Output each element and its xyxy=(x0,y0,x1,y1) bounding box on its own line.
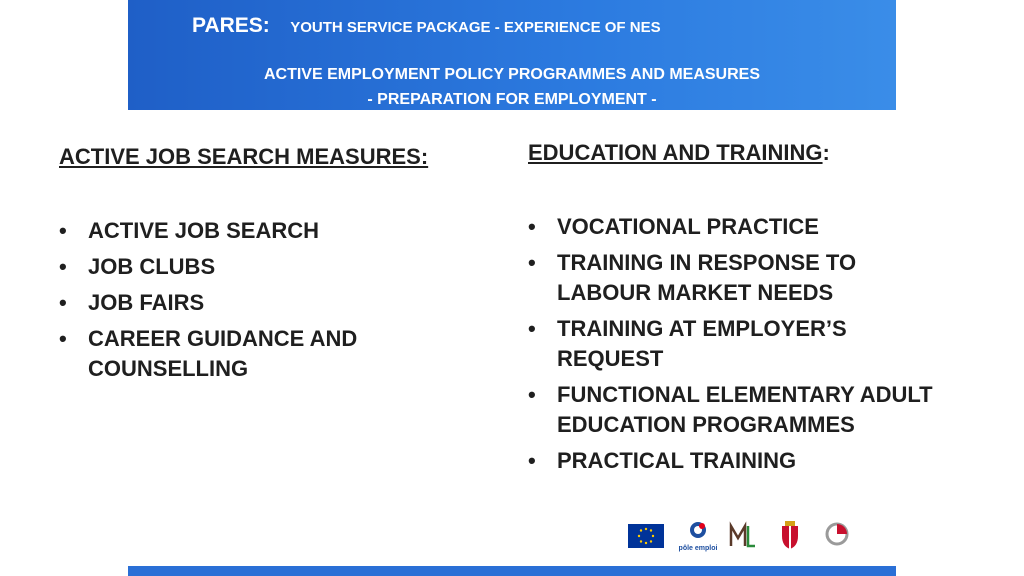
bullet-icon: • xyxy=(528,382,536,407)
package-title: YOUTH SERVICE PACKAGE - EXPERIENCE OF NES xyxy=(290,19,661,36)
pole-emploi-logo: pôle emploi xyxy=(678,520,718,553)
bullet-icon: • xyxy=(528,214,536,239)
bullet-icon: • xyxy=(528,316,536,341)
coat-of-arms-icon xyxy=(778,520,802,550)
list-item: • JOB FAIRS xyxy=(59,288,459,318)
partner-agency-icon xyxy=(824,520,854,550)
header-brand-line xyxy=(192,14,661,38)
bullet-icon: • xyxy=(528,448,536,473)
right-list xyxy=(528,212,968,476)
slide-title-line-1: ACTIVE EMPLOYMENT POLICY PROGRAMMES AND MEASURES xyxy=(263,66,761,83)
slide-title-line-2: - PREPARATION FOR EMPLOYMENT - xyxy=(367,91,657,108)
list-item: • TRAINING AT EMPLOYER’S REQUEST xyxy=(528,316,847,371)
ministry-logo-icon xyxy=(728,520,756,550)
footer-bar xyxy=(128,566,896,576)
bullet-icon: • xyxy=(59,254,67,279)
partner-logos xyxy=(628,520,868,554)
list-item: • PRACTICAL TRAINING xyxy=(528,446,968,476)
list-item: • ACTIVE JOB SEARCH xyxy=(59,216,459,246)
list-item: • VOCATIONAL PRACTICE xyxy=(528,212,968,242)
slide-header xyxy=(128,0,896,110)
left-column xyxy=(59,142,459,390)
bullet-icon: • xyxy=(528,250,536,275)
bullet-icon: • xyxy=(59,218,67,243)
left-list xyxy=(59,216,459,384)
pole-emploi-icon xyxy=(687,520,709,540)
list-item: • CAREER GUIDANCE AND COUNSELLING xyxy=(59,326,358,381)
bullet-icon: • xyxy=(59,326,67,351)
right-heading: EDUCATION AND TRAINING: xyxy=(528,140,830,165)
list-item: • FUNCTIONAL ELEMENTARY ADULT EDUCATION PROGRAMMES xyxy=(528,382,933,437)
list-item: • JOB CLUBS xyxy=(59,252,459,282)
brand-pares: PARES: xyxy=(192,14,270,37)
list-item: • TRAINING IN RESPONSE TO LABOUR MARKET NEEDS xyxy=(528,250,857,305)
bullet-icon: • xyxy=(59,290,67,315)
left-heading: ACTIVE JOB SEARCH MEASURES: xyxy=(59,144,429,169)
eu-flag-icon xyxy=(628,520,664,550)
right-column xyxy=(528,138,968,482)
